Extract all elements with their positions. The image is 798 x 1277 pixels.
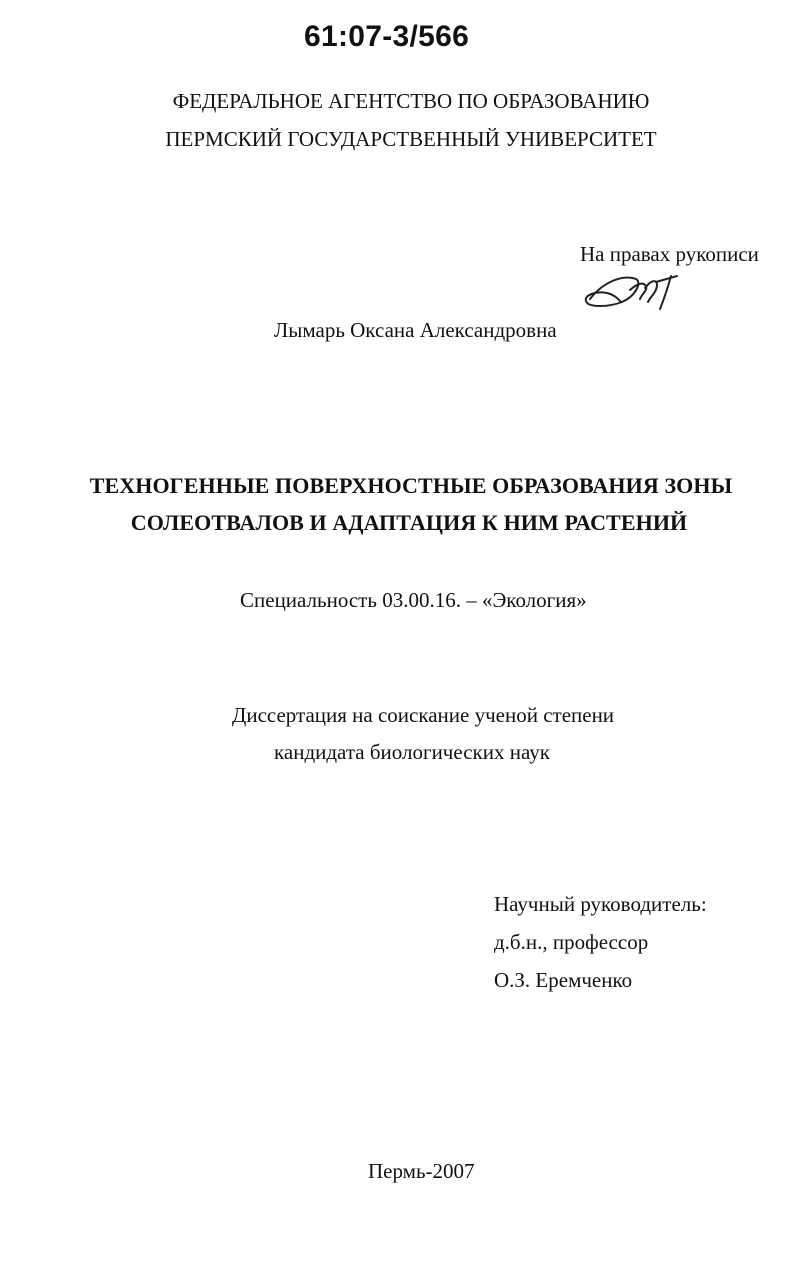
agency-line-2: ПЕРМСКИЙ ГОСУДАРСТВЕННЫЙ УНИВЕРСИТЕТ <box>165 127 657 151</box>
advisor-name: О.З. Еремченко <box>494 968 633 992</box>
specialty-line: Специальность 03.00.16. – «Экология» <box>240 588 587 612</box>
advisor-label: Научный руководитель: <box>494 892 707 916</box>
dissertation-line-1: Диссертация на соискание ученой степени <box>232 703 615 727</box>
agency-line-1: ФЕДЕРАЛЬНОЕ АГЕНТСТВО ПО ОБРАЗОВАНИЮ <box>172 89 650 113</box>
dissertation-line-2: кандидата биологических наук <box>274 740 550 764</box>
title-line-2: СОЛЕОТВАЛОВ И АДАПТАЦИЯ К НИМ РАСТЕНИЙ <box>130 510 688 535</box>
signature-mark <box>578 264 688 314</box>
city-year: Пермь-2007 <box>368 1159 475 1183</box>
catalog-code: 61:07-3/566 <box>304 20 470 53</box>
advisor-degree: д.б.н., профессор <box>494 930 649 954</box>
title-line-1: ТЕХНОГЕННЫЕ ПОВЕРХНОСТНЫЕ ОБРАЗОВАНИЯ ЗОНЫ <box>89 473 733 498</box>
author-name: Лымарь Оксана Александровна <box>274 318 557 342</box>
rights-notice: На правах рукописи <box>580 242 759 266</box>
